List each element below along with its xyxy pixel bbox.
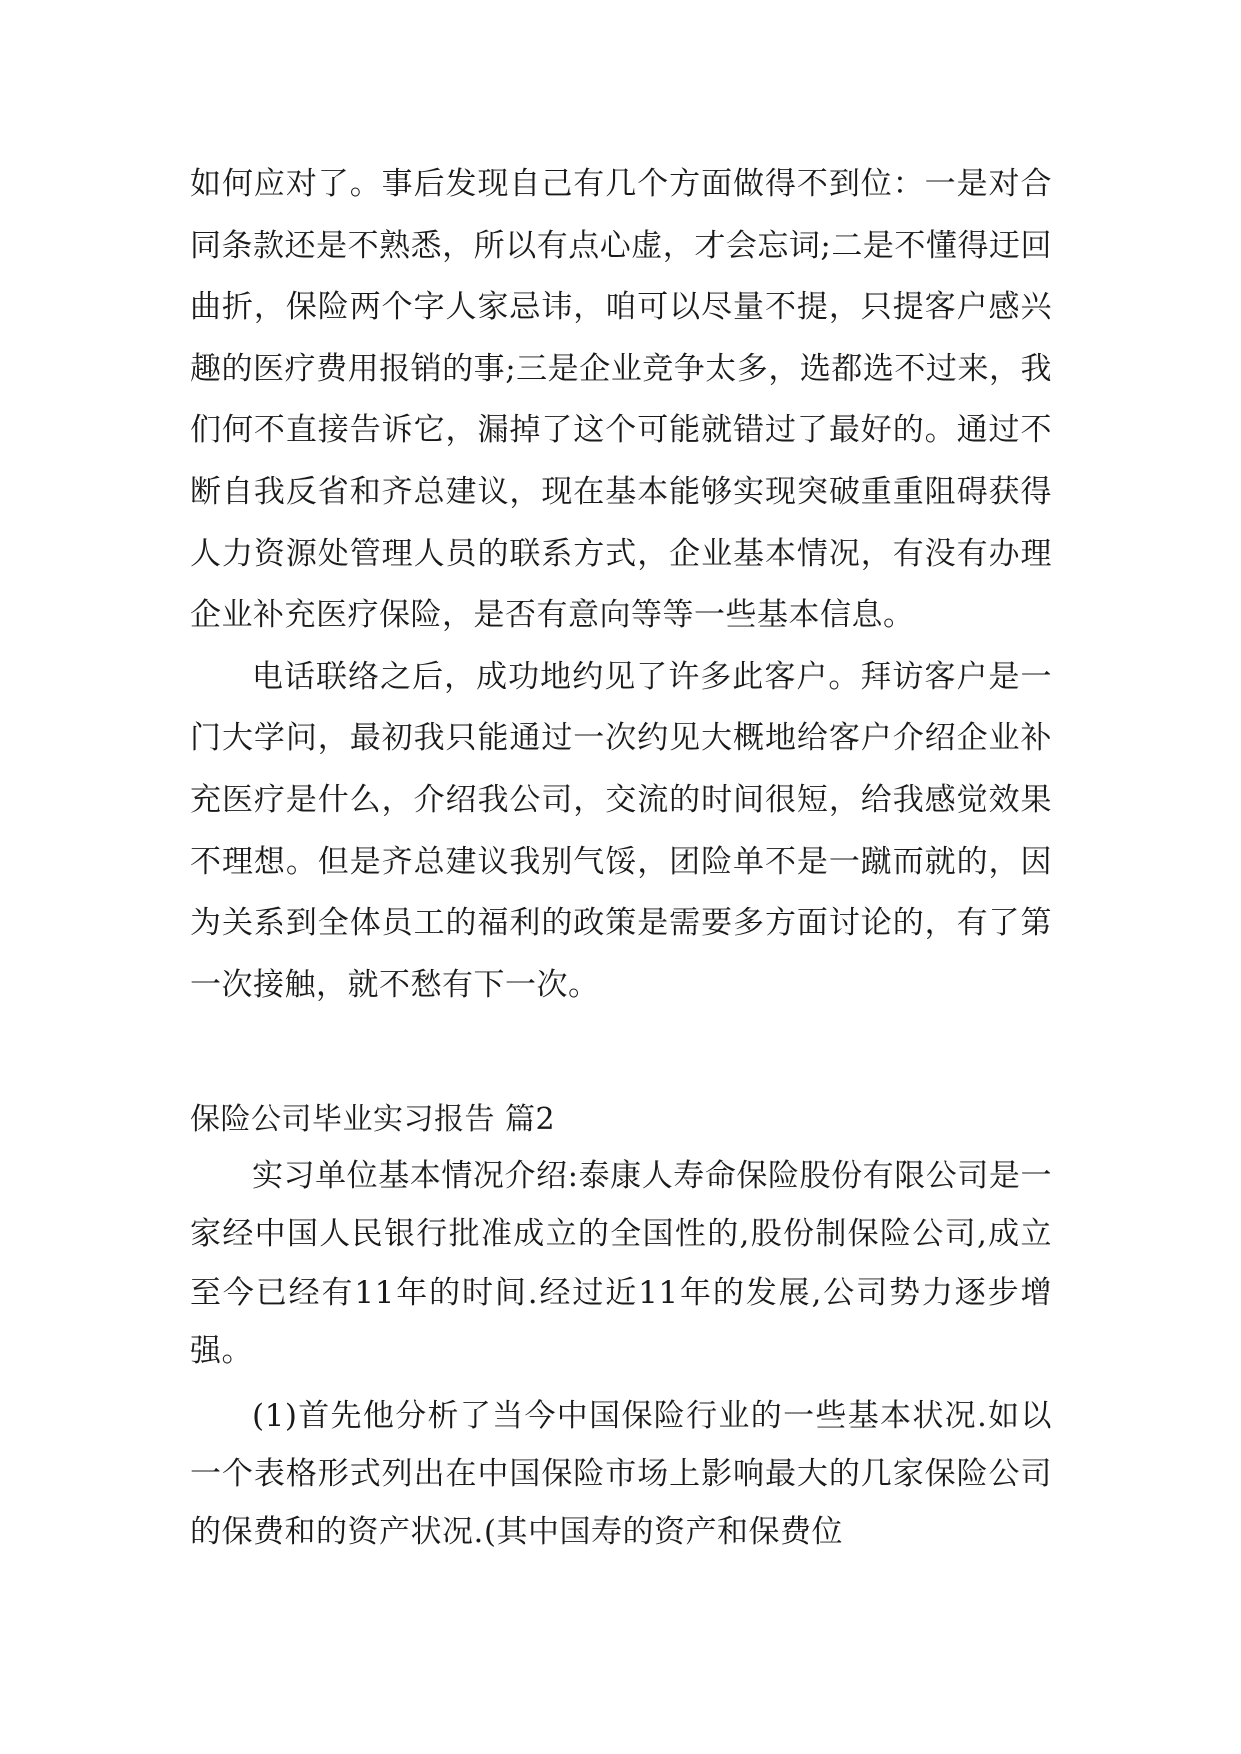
body-paragraph: 如何应对了。事后发现自己有几个方面做得不到位：一是对合同条款还是不熟悉，所以有点心虚，才会忘词;二是不懂得迂回曲折，保险两个字人家忌讳，咱可以尽量不提，只提客户感兴趣的医疗费用报销的事;三是企业竞争太多，选都选不过来，我们何不直接告诉它，漏掉了这个可能就错过了最好的。通过不断自我反省和齐总建议，现在基本能够实现突破重重阻碍获得人力资源处管理人员的联系方式，企业基本情况，有没有办理企业补充医疗保险，是否有意向等等一些基本信息。	[190, 166, 1052, 634]
section-heading: 保险公司毕业实习报告 篇2	[190, 1102, 556, 1137]
body-paragraph: 电话联络之后，成功地约见了许多此客户。拜访客户是一门大学问，最初我只能通过一次约见大概地给客户介绍企业补充医疗是什么，介绍我公司，交流的时间很短，给我感觉效果不理想。但是齐总建议我别气馁，团险单不是一蹴而就的，因为关系到全体员工的福利的政策是需要多方面讨论的，有了第一次接触，就不愁有下一次。	[190, 658, 1052, 1003]
body-paragraph: 实习单位基本情况介绍:泰康人寿命保险股份有限公司是一家经中国人民银行批准成立的全国性的,股份制保险公司,成立至今已经有11年的时间.经过近11年的发展,公司势力逐步增强。	[190, 1158, 1052, 1370]
text-block-upper	[190, 154, 1052, 1016]
body-paragraph: (1)首先他分析了当今中国保险行业的一些基本状况.如以一个表格形式列出在中国保险市场上影响最大的几家保险公司的保费和的资产状况.(其中国寿的资产和保费位	[190, 1397, 1052, 1551]
text-block-lower	[190, 1093, 1052, 1562]
